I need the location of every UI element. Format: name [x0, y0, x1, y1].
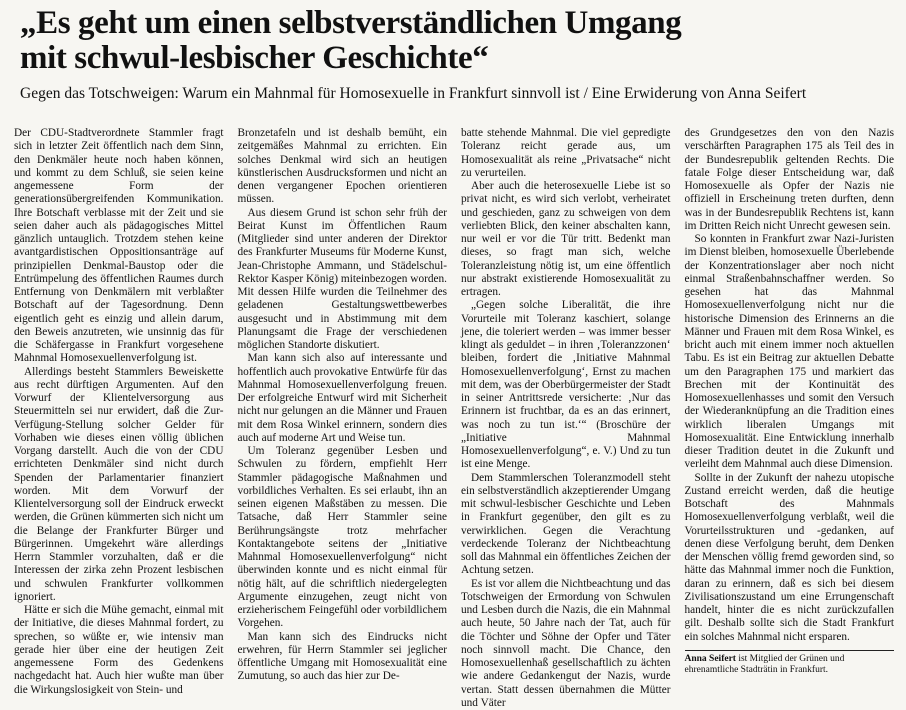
paragraph: Der CDU-Stadtverordnete Stammler fragt sich in letzter Zeit öffentlich nach dem Sinn, den Denkmäler heute noch haben können, und kommt zu dem Schluß, sie seien keine angemessene Form der generationsübergreifenden Kommunikation. Ihre Botschaft verblasse mit der Zeit und sie seien daher auch als pädagogisches Mittel gänzlich untauglich. Trotzdem stehen keine avantgardistischen Oppositionsanträge auf prinzipiellen Denkmal-Baustop oder die Entrümpelung des öffentlichen Raumes durch Entfernung von Denkmälern mit verblaßter Botschaft auf der Tagesordnung. Denn eigentlich geht es einzig und allein darum, den Beweis anzutreten, wie unsinnig das für die Schäfergasse in Frankfurt vorgesehene Mahnmal Homosexuellenverfolgung ist. — [14, 127, 224, 366]
paragraph: Aus diesem Grund ist schon sehr früh der Beirat Kunst im Öffentlichen Raum (Mitglieder sind unter anderen der Direktor des Frankfurter Museums für Moderne Kunst, Jean-Christophe Ammann, und Städelschul-Rektor Kasper König) miteinbezogen worden. Mit dessen Hilfe wurden die Teilnehmer des geladenen Gestaltungswettbewerbes ausgesucht und in Abstimmung mit dem Planungsamt die Frage der verschiedenen möglichen Standorte diskutiert. — [238, 207, 448, 353]
column-4 — [685, 127, 895, 710]
author-name: Anna Seifert — [685, 654, 736, 664]
paragraph: Bronzetafeln und ist deshalb bemüht, ein zeitgemäßes Mahnmal zu errichten. Ein solches Denkmal wird sich an heutigen künstlerischen Ausdrucksformen und nicht an denen vergangener Epochen orientieren müssen. — [238, 127, 448, 207]
subheadline: Gegen das Totschweigen: Warum ein Mahnmal für Homosexuelle in Frankfurt sinnvoll ist / Eine Erwiderung von Anna Seifert — [20, 84, 894, 103]
paragraph: Man kann sich des Eindrucks nicht erwehren, für Herrn Stammler sei jeglicher öffentliche Umgang mit Homosexualität eine Zumutung, so auch das hier zur De- — [238, 631, 448, 684]
paragraph: „Gegen solche Liberalität, die ihre Vorurteile mit Toleranz kaschiert, solange jene, die toleriert werden – was immer besser klingt als geduldet – in ihren ‚Toleranzzonen‘ bleiben, fordert die ‚Initiative Mahnmal Homosexuellenverfolgung‘, Ernst zu machen mit dem, was der Oberbürgermeister der Stadt in seiner Antrittsrede versicherte: ‚Nur das Erinnern ist fruchtbar, da es an das erinnert, was noch zu tun ist.‘“ (Broschüre der „Initiative Mahnmal Homosexuellenverfolgung“, e. V.) Und zu tun ist eine Menge. — [461, 299, 671, 471]
column-3 — [461, 127, 671, 710]
author-bio: ist Mitglied der Grünen und ehrenamtliche Stadträtin in Frankfurt. — [685, 654, 845, 676]
paragraph: Hätte er sich die Mühe gemacht, einmal mit der Initiative, die dieses Mahnmal fordert, zu sprechen, so wüßte er, wie intensiv man gerade hier über eine der heutigen Zeit angemessene Form des Gedenkens nachgedacht hat. Auch hier wußte man über die Wirkungslosigkeit von Stein- und — [14, 604, 224, 697]
paragraph: Es ist vor allem die Nichtbeachtung und das Totschweigen der Ermordung von Schwulen und Lesben durch die Nazis, die ein Mahnmal auch heute, 50 Jahre nach der Tat, auch für die Töchter und Söhne der Opfer und Täter noch sinnvoll macht. Die Chance, den Homosexuellenhaß gesellschaftlich zu ächten wie andere Gedankengut der Nazis, wurde vertan. Statt dessen übernahmen die Mütter und Väter — [461, 578, 671, 710]
paragraph: Allerdings besteht Stammlers Beweiskette aus recht dürftigen Argumenten. Auf den Vorwurf der Klientelversorgung aus Steuermitteln sei nur erwidert, daß die Zur-Verfügung-Stellung solcher Gelder für Vorhaben wie dieses einen völlig üblichen Vorgang darstellt. Auch die von der CDU errichteten Denkmäler sind nicht durch Spenden der Parlamentarier finanziert worden. Mit dem Vorwurf der Klientelversorgung soll der Eindruck erweckt werden, die Grünen kümmerten sich nicht um die Belange der Frankfurter Bürger und Bürgerinnen. Umgekehrt wäre allerdings Herrn Stammler vorzuhalten, daß er die Interessen der zirka zehn Prozent lesbischen und schwulen Frankfurter vollkommen ignoriert. — [14, 366, 224, 605]
paragraph: Man kann sich also auf interessante und hoffentlich auch provokative Entwürfe für das Mahnmal Homosexuellenverfolgung freuen. Der erfolgreiche Entwurf wird mit Sicherheit nicht nur gelungen an die Männer und Frauen mit dem Rosa Winkel erinnern, sondern dies auch auf moderne Art und Weise tun. — [238, 352, 448, 445]
paragraph: des Grundgesetzes den von den Nazis verschärften Paragraphen 175 als Teil des in der Bundesrepublik geltenden Rechts. Die fatale Folge dieser Entscheidung war, daß Homosexuelle als Opfer der Nazis nie offiziell in Erscheinung treten durften, denn was in der Bundesrepublik Rechtens ist, kann im Dritten Reich nicht Unrecht gewesen sein. — [685, 127, 895, 233]
article-body — [14, 127, 894, 679]
headline — [20, 6, 894, 76]
headline-line-2: mit schwul-lesbischer Geschichte“ — [20, 40, 488, 76]
paragraph: Dem Stammlerschen Toleranzmodell steht ein selbstverständlich akzeptierender Umgang mit schwul-lesbischer Geschichte und Leben in Frankfurt gegenüber, den gilt es zu verwirklichen. Gegen die Verachtung verdeckende Toleranz der Nichtbeachtung soll das Mahnmal ein öffentliches Zeichen der Achtung setzen. — [461, 472, 671, 578]
column-2 — [238, 127, 448, 710]
author-note — [685, 654, 895, 677]
headline-line-1: „Es geht um einen selbstverständlichen Umgang — [20, 5, 681, 41]
paragraph: batte stehende Mahnmal. Die viel gepredigte Toleranz reicht gerade aus, um Homosexualität als reine „Privatsache“ nicht zu verurteilen. — [461, 127, 671, 180]
paragraph: So konnten in Frankfurt zwar Nazi-Juristen im Dienst bleiben, homosexuelle Überlebende der Konzentrationslager aber noch nicht einmal Straßenbahnschaffner werden. So gesehen hat das Mahnmal Homosexuellenverfolgung nicht nur die historische Dimension des Erinnerns an die Männer und Frauen mit dem Rosa Winkel, es bricht auch mit einem immer noch aktuellen Tabu. Es ist ein Beitrag zur aktuellen Debatte um den Paragraphen 175 und markiert das Brechen mit der Kontinuität des Homosexuellenhasses und somit den Versuch der Wiederanknüpfung an die Tradition eines wirklich liberalen Umgangs mit Homosexualität. Eine Entwicklung innerhalb dieser Tradition deutet in die Zukunft und verleiht dem Mahnmal auch diese Dimension. — [685, 233, 895, 472]
paragraph: Sollte in der Zukunft der nahezu utopische Zustand erreicht werden, daß die heutige Botschaft des Mahnmals Homosexuellenverfolgung verblaßt, weil die Vorurteilsstrukturen und -gedanken, auf denen diese Verfolgung beruht, dem Denken der Menschen völlig fremd geworden sind, so hätte das Mahnmal immer noch die Funktion, daran zu erinnern, daß es sich bei diesem Zivilisationszustand um eine Errungenschaft handelt, hinter die es nicht zurückzufallen gilt. Deshalb sollte sich die Stadt Frankfurt ein solches Mahnmal nicht ersparen. — [685, 472, 895, 644]
paragraph: Um Toleranz gegenüber Lesben und Schwulen zu fördern, empfiehlt Herr Stammler pädagogische Maßnahmen und vorbildliches Verhalten. Es sei erlaubt, ihn an seinen eigenen Maßstäben zu messen. Die Tatsache, daß Herr Stammler seine Berührungsängste trotz mehrfacher Kontaktangebote seitens der „Initiative Mahnmal Homosexuellenverfolgung“ nicht überwinden konnte und es nicht einmal für nötig hält, auf die schriftlich niedergelegten Argumente einzugehen, zeugt nicht von erzieherischem Feingefühl oder vorbildlichem Vorgehen. — [238, 445, 448, 631]
column-1 — [14, 127, 224, 710]
paragraph: Aber auch die heterosexuelle Liebe ist so privat nicht, es wird sich verlobt, verheiratet und geschieden, ganz zu schweigen von dem verliebten Blick, den keiner abschalten kann, nur weil er vor die Tür tritt. Bedenkt man dieses, so fragt man sich, welche Toleranzleistung nötig ist, um eine öffentlich nur abstrakt existierende Homosexualität zu ertragen. — [461, 180, 671, 299]
author-divider — [685, 650, 895, 651]
